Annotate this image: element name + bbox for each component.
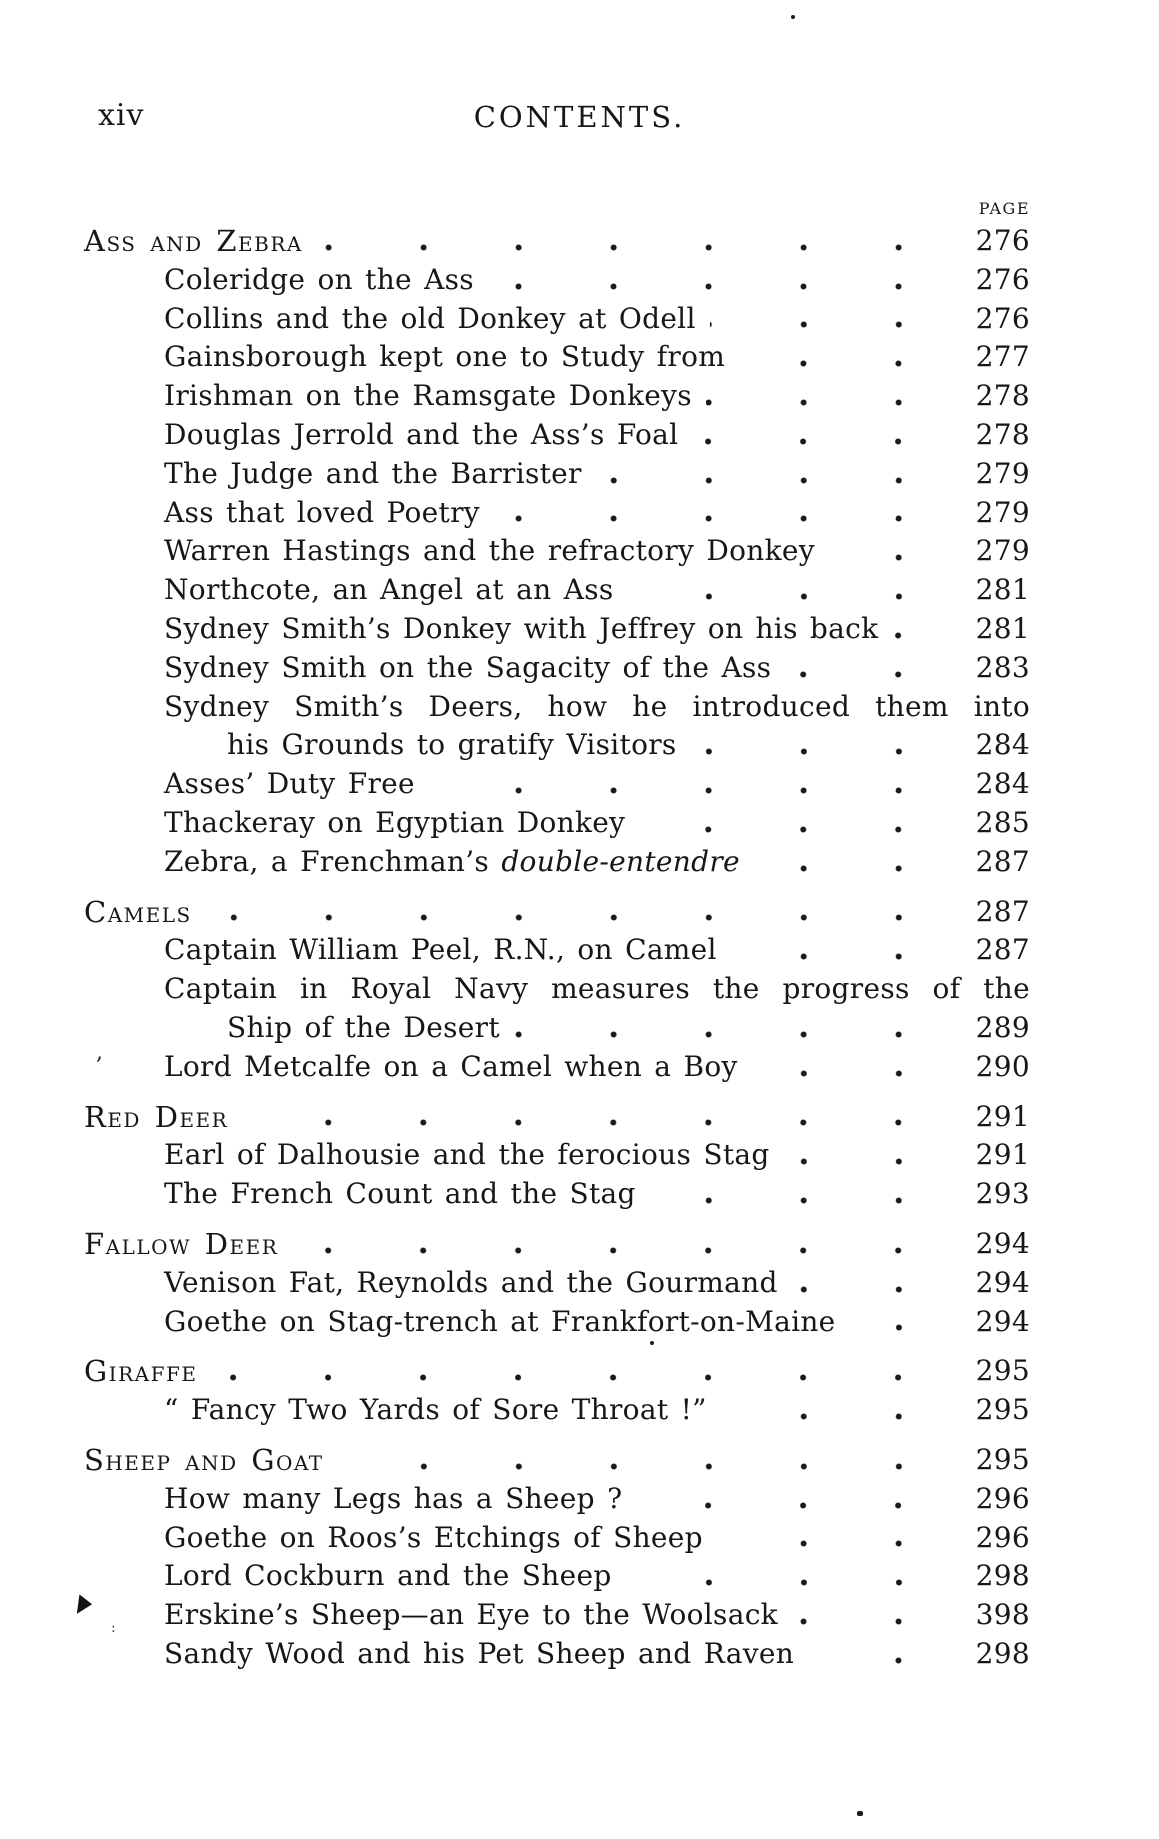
entry-label: Warren Hastings and the refractory Donkey xyxy=(164,534,815,568)
entry-label: Venison Fat, Reynolds and the Gourmand xyxy=(164,1265,778,1299)
entry-label: Sheep and Goat xyxy=(84,1442,324,1477)
toc-entry xyxy=(84,571,1030,610)
page-number: 277 xyxy=(975,340,1030,374)
page-number: 291 xyxy=(975,1099,1030,1133)
entry-label: Giraffe xyxy=(84,1354,198,1389)
entry-label: Lord Metcalfe on a Camel when a Boy xyxy=(164,1049,738,1083)
entry-label: Collins and the old Donkey at Odell xyxy=(164,301,696,335)
toc-entry xyxy=(84,377,1030,416)
dot-leader xyxy=(650,1175,950,1214)
entry-label: Captain in Royal Navy measures the progress of the xyxy=(164,972,1030,1006)
dot-leader xyxy=(639,804,950,843)
page-number: 294 xyxy=(975,1226,1030,1260)
toc-entry xyxy=(84,532,1030,571)
toc-entry xyxy=(84,1519,1030,1558)
entry-label: Captain William Peel, R.N., on Camel xyxy=(164,933,717,967)
dot-leader xyxy=(792,1596,950,1635)
entry-label: Erskine’s Sheep—an Eye to the Woolsack xyxy=(164,1598,778,1632)
dot-leader xyxy=(338,1441,950,1480)
entry-label: Earl of Dalhousie and the ferocious Stag xyxy=(164,1138,770,1172)
page-number: 298 xyxy=(975,1636,1030,1670)
entry-label: The French Count and the Stag xyxy=(164,1177,636,1211)
entry-label: Camels xyxy=(84,894,192,929)
dot-leader xyxy=(752,1048,950,1087)
dot-leader xyxy=(636,1480,950,1519)
dot-leader xyxy=(211,1352,950,1391)
entry-label: Ass that loved Poetry xyxy=(164,495,480,529)
colon-speck-artifact: : xyxy=(111,1620,116,1636)
toc-entry xyxy=(84,931,1030,970)
dot-leader xyxy=(754,843,950,882)
toc-entry xyxy=(84,1098,1030,1137)
entry-label: Coleridge on the Ass xyxy=(164,262,474,296)
toc-entry xyxy=(84,494,1030,533)
page-number: 276 xyxy=(975,262,1030,296)
page-number: 279 xyxy=(975,495,1030,529)
page-number: 287 xyxy=(975,933,1030,967)
page-number: 281 xyxy=(975,611,1030,645)
toc-entry xyxy=(84,1009,1030,1048)
entry-label: Douglas Jerrold and the Ass’s Foal xyxy=(164,417,679,451)
dot-leader xyxy=(850,1303,950,1342)
entry-label: Sydney Smith on the Sagacity of the Ass xyxy=(164,650,772,684)
toc-entry xyxy=(84,300,1030,339)
dot-leader xyxy=(628,571,950,610)
page-number: 279 xyxy=(975,456,1030,490)
toc-entry xyxy=(84,804,1030,843)
dot-leader xyxy=(494,494,950,533)
dot-leader xyxy=(721,1391,950,1430)
entry-label: “ Fancy Two Yards of Sore Throat !” xyxy=(164,1393,707,1427)
scan-speck-bottom xyxy=(857,1811,863,1816)
dot-leader xyxy=(739,338,950,377)
toc-entry xyxy=(84,1264,1030,1303)
toc-entry xyxy=(84,1048,1030,1087)
table-of-contents xyxy=(84,222,1030,1674)
dot-leader xyxy=(717,1519,950,1558)
toc-entry xyxy=(84,1441,1030,1480)
page-number: 291 xyxy=(975,1138,1030,1172)
dot-leader xyxy=(792,1264,950,1303)
toc-entry xyxy=(84,416,1030,455)
toc-entry xyxy=(84,1557,1030,1596)
toc-entry xyxy=(84,338,1030,377)
toc-entry xyxy=(84,1480,1030,1519)
toc-entry xyxy=(84,455,1030,494)
toc-entry xyxy=(84,1352,1030,1391)
page-number: 295 xyxy=(975,1393,1030,1427)
entry-label: The Judge and the Barrister xyxy=(164,456,582,490)
entry-label: Gainsborough kept one to Study from xyxy=(164,340,726,374)
page-number: 279 xyxy=(975,534,1030,568)
page-number: 285 xyxy=(975,805,1030,839)
page-number: 298 xyxy=(975,1559,1030,1593)
entry-label: Red Deer xyxy=(84,1099,229,1134)
entry-label: Ship of the Desert xyxy=(227,1010,500,1044)
toc-entry xyxy=(84,726,1030,765)
entry-label: Sydney Smith’s Donkey with Jeffrey on his back xyxy=(164,611,879,645)
dot-leader xyxy=(596,455,950,494)
dot-leader xyxy=(785,649,950,688)
page-number: 284 xyxy=(975,767,1030,801)
page-number: 296 xyxy=(975,1520,1030,1554)
entry-label: Sandy Wood and his Pet Sheep and Raven xyxy=(164,1636,795,1670)
dot-leader xyxy=(808,1635,950,1674)
entry-label: his Grounds to gratify Visitors xyxy=(227,728,677,762)
scan-speck-mid xyxy=(650,1341,654,1345)
page-number: 276 xyxy=(975,301,1030,335)
page-number: 287 xyxy=(975,844,1030,878)
page-title: CONTENTS. xyxy=(473,100,686,134)
scan-speck-top xyxy=(791,15,795,19)
toc-entry xyxy=(84,765,1030,804)
entry-label: Thackeray on Egyptian Donkey xyxy=(164,805,626,839)
entry-label: Northcote, an Angel at an Ass xyxy=(164,573,614,607)
dot-leader xyxy=(292,1225,950,1264)
page-number: 289 xyxy=(975,1010,1030,1044)
dot-leader xyxy=(710,300,950,339)
toc-entry xyxy=(84,261,1030,300)
entry-label: Ass and Zebra xyxy=(84,224,303,258)
dot-leader xyxy=(626,1557,950,1596)
page-number: 278 xyxy=(975,379,1030,413)
toc-entry xyxy=(84,1635,1030,1674)
entry-label: Fallow Deer xyxy=(84,1226,279,1261)
entry-label: How many Legs has a Sheep ? xyxy=(164,1481,623,1515)
entry-label: Goethe on Roos’s Etchings of Sheep xyxy=(164,1520,703,1554)
toc-entry xyxy=(84,1596,1030,1635)
entry-label: Zebra, a Frenchman’s double-entendre xyxy=(164,844,740,878)
page-number: 278 xyxy=(975,417,1030,451)
dot-leader xyxy=(691,726,950,765)
toc-entry xyxy=(84,1303,1030,1342)
toc-entry xyxy=(84,893,1030,932)
folio-number: xiv xyxy=(98,98,145,133)
stray-comma-artifact: , xyxy=(96,1040,103,1065)
entry-label: Sydney Smith’s Deers, how he introduced them into xyxy=(164,689,1030,723)
entry-label: Goethe on Stag-trench at Frankfort-on-Maine xyxy=(164,1304,836,1338)
page-number: 283 xyxy=(975,650,1030,684)
toc-entry xyxy=(84,688,1030,727)
page-number: 281 xyxy=(975,573,1030,607)
toc-entry xyxy=(84,970,1030,1009)
page-number: 295 xyxy=(975,1354,1030,1388)
toc-entry xyxy=(84,1225,1030,1264)
dot-leader xyxy=(829,532,950,571)
dot-leader xyxy=(892,610,950,649)
page-column-header: PAGE xyxy=(978,199,1030,218)
toc-entry xyxy=(84,1136,1030,1175)
page-number: 290 xyxy=(975,1049,1030,1083)
dot-leader xyxy=(429,765,950,804)
page-number: 398 xyxy=(975,1598,1030,1632)
page-number: 294 xyxy=(975,1265,1030,1299)
toc-entry xyxy=(84,222,1030,261)
page-number: 296 xyxy=(975,1481,1030,1515)
entry-label: Asses’ Duty Free xyxy=(164,767,415,801)
dot-leader xyxy=(784,1136,950,1175)
toc-entry xyxy=(84,649,1030,688)
toc-entry xyxy=(84,843,1030,882)
page-number: 287 xyxy=(975,894,1030,928)
dot-leader xyxy=(488,261,950,300)
toc-entry xyxy=(84,610,1030,649)
dot-leader xyxy=(514,1009,950,1048)
dot-leader xyxy=(317,222,950,261)
page-number: 284 xyxy=(975,728,1030,762)
dot-leader xyxy=(206,893,950,932)
dot-leader xyxy=(731,931,950,970)
page-number: 294 xyxy=(975,1304,1030,1338)
toc-entry xyxy=(84,1175,1030,1214)
page-number: 276 xyxy=(975,224,1030,257)
page-number: 295 xyxy=(975,1442,1030,1476)
toc-entry xyxy=(84,1391,1030,1430)
dot-leader xyxy=(242,1098,950,1137)
entry-label: Lord Cockburn and the Sheep xyxy=(164,1559,612,1593)
page-number: 293 xyxy=(975,1177,1030,1211)
dot-leader xyxy=(706,377,950,416)
entry-label: Irishman on the Ramsgate Donkeys xyxy=(164,379,692,413)
dot-leader xyxy=(692,416,950,455)
